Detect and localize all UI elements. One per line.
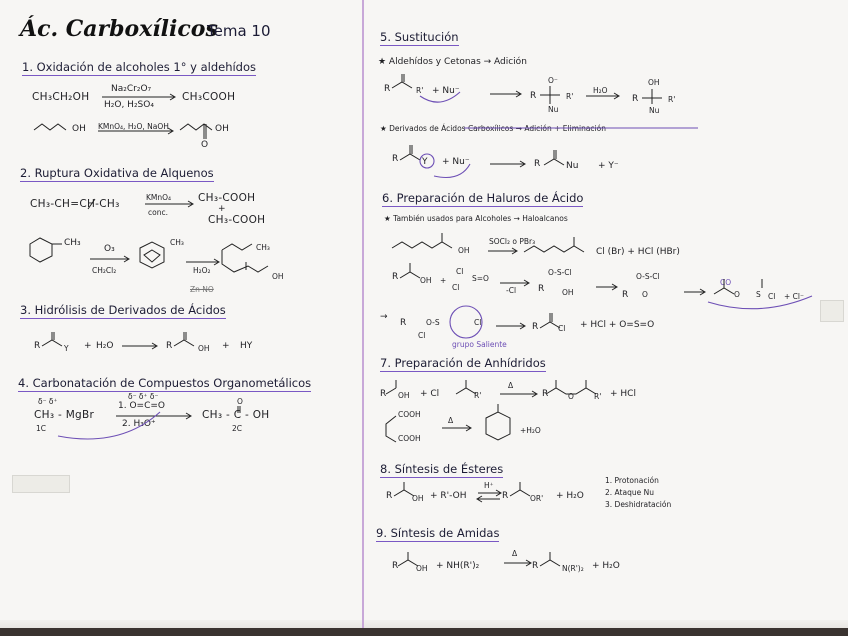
bullet-note: ★ También usados para Alcoholes → Haloalcanos bbox=[384, 214, 568, 223]
heat-symbol: Δ bbox=[512, 549, 518, 558]
reagent: H₂O₂ bbox=[193, 266, 211, 275]
eq-oh: OH bbox=[416, 564, 428, 573]
eq-cl: Cl bbox=[474, 318, 482, 327]
eq-r-prime: R' bbox=[566, 92, 574, 101]
reagent: SOCl₂ o PBr₃ bbox=[489, 237, 536, 246]
eq-plus: + bbox=[440, 276, 447, 285]
mechanism-step: 2. Ataque Nu bbox=[605, 488, 654, 497]
section-heading: 3. Hidrólisis de Derivados de Ácidos bbox=[20, 303, 226, 317]
intermediate: O-S-Cl bbox=[548, 268, 572, 277]
carbon-count: 1C bbox=[36, 424, 47, 433]
byproduct: + HCl bbox=[610, 389, 636, 399]
tape-piece bbox=[820, 300, 844, 322]
eq-so: S=O bbox=[472, 274, 489, 283]
reagent: conc. bbox=[148, 208, 168, 217]
eq-r: R bbox=[530, 91, 537, 101]
tape-piece bbox=[12, 475, 70, 493]
mechanism-step: 3. Deshidratación bbox=[605, 500, 672, 509]
eq-hy: HY bbox=[240, 341, 253, 351]
eq-plus: + bbox=[222, 341, 230, 351]
continue-arrow: → bbox=[380, 312, 388, 322]
carbon-count: 2C bbox=[232, 424, 243, 433]
bullet-note: ★ Aldehídos y Cetonas → Adición bbox=[378, 57, 527, 67]
eq-r: R bbox=[532, 561, 539, 571]
nucleophile: + Nu⁻ bbox=[432, 86, 460, 96]
heat-symbol: Δ bbox=[448, 416, 454, 425]
eq-r-prime: R' bbox=[594, 392, 602, 401]
partial-charges: δ⁻ δ⁺ bbox=[38, 397, 58, 406]
eq-oh: OH bbox=[398, 391, 410, 400]
eq-s: S bbox=[756, 290, 761, 299]
alkoxide-o: O⁻ bbox=[548, 76, 558, 85]
reagent: Na₂Cr₂O₇ bbox=[111, 84, 152, 94]
eq-r-prime: R' bbox=[474, 391, 482, 400]
section-heading: 4. Carbonatación de Compuestos Organometálicos bbox=[18, 376, 312, 390]
section-heading: 9. Síntesis de Amidas bbox=[376, 526, 500, 540]
reactant: CH₃CH₂OH bbox=[32, 91, 90, 103]
catalyst: H⁺ bbox=[484, 481, 494, 490]
eq-cl: Cl bbox=[558, 324, 566, 333]
eq-minus-cl: -Cl bbox=[506, 286, 517, 295]
eq-oh: OH bbox=[412, 494, 424, 503]
eq-oh: OH bbox=[198, 344, 210, 353]
eq-r: R bbox=[392, 561, 399, 571]
eq-r: R bbox=[392, 154, 399, 164]
methyl-label: CH₃ bbox=[256, 243, 270, 252]
eq-o: O bbox=[568, 392, 574, 401]
eq-nu: Nu bbox=[649, 106, 660, 115]
intermediate: O-S bbox=[426, 318, 440, 327]
section-heading: 5. Sustitución bbox=[380, 30, 459, 44]
eq-plus: + bbox=[84, 341, 92, 351]
page-divider bbox=[362, 0, 364, 628]
mechanism-step: 1. Protonación bbox=[605, 476, 659, 485]
eq-r: R bbox=[542, 389, 549, 399]
reagent: KMnO₄ bbox=[146, 193, 172, 202]
reagent: 1. O=C=O bbox=[118, 401, 165, 411]
eq-cl: Cl bbox=[456, 267, 464, 276]
eq-nu: Nu bbox=[548, 105, 559, 114]
chloride-ion: + Cl⁻ bbox=[784, 292, 804, 301]
eq-cl: Cl bbox=[452, 283, 460, 292]
product-o: O bbox=[201, 140, 209, 150]
product-oh: OH bbox=[648, 78, 660, 87]
reactant-oh: OH bbox=[72, 124, 86, 134]
byproduct: + H₂O bbox=[556, 491, 584, 501]
alcohol: + R'-OH bbox=[430, 491, 467, 501]
section-heading: 7. Preparación de Anhídridos bbox=[380, 356, 546, 370]
product: CH₃-COOH bbox=[208, 214, 266, 226]
section-heading: 2. Ruptura Oxidativa de Alquenos bbox=[20, 166, 214, 180]
page-title: Ác. Carboxílicos bbox=[20, 16, 218, 42]
reagent: KMnO₄, H₂O, NaOH bbox=[98, 122, 169, 131]
eq-r: R bbox=[166, 341, 173, 351]
eq-r-prime: R' bbox=[416, 86, 424, 95]
product-oh: OH bbox=[272, 272, 284, 281]
eq-cl: Cl bbox=[768, 292, 776, 301]
reagent: O₃ bbox=[104, 244, 115, 254]
eq-cl: Cl bbox=[418, 331, 426, 340]
eq-r: R bbox=[34, 341, 41, 351]
amine: + NH(R')₂ bbox=[436, 561, 480, 571]
eq-r: R bbox=[380, 389, 387, 399]
eq-r-prime: R' bbox=[668, 95, 676, 104]
intermediate: O-S-Cl bbox=[636, 272, 660, 281]
byproduct: + H₂O bbox=[592, 561, 620, 571]
amide-group: N(R')₂ bbox=[562, 564, 584, 573]
eq-oh: OH bbox=[562, 288, 574, 297]
eq-r: R bbox=[534, 159, 541, 169]
product-oh: OH bbox=[215, 124, 229, 134]
eq-r: R bbox=[632, 94, 639, 104]
eq-r: R bbox=[384, 84, 391, 94]
bullet-note: ★ Derivados de Ácidos Carboxílicos → Adición + Eliminación bbox=[380, 124, 606, 133]
ester-group: OR' bbox=[530, 494, 544, 503]
reagent: CH₂Cl₂ bbox=[92, 266, 117, 275]
eq-oh: OH bbox=[420, 276, 432, 285]
product: CH₃ - C - OH bbox=[202, 409, 270, 421]
product: CH₃-COOH bbox=[198, 192, 256, 204]
nucleophile: + Nu⁻ bbox=[442, 157, 470, 167]
leaving-group-y: Y bbox=[422, 157, 428, 167]
reagent: H₂O, H₂SO₄ bbox=[104, 100, 154, 110]
byproducts: + HCl + O=S=O bbox=[580, 320, 655, 330]
eq-o: O bbox=[734, 290, 740, 299]
methyl-label: CH₃ bbox=[64, 238, 81, 248]
section-heading: 1. Oxidación de alcoholes 1° y aldehídos bbox=[22, 60, 257, 74]
reactant-oh: OH bbox=[458, 246, 470, 255]
eq-nu: Nu bbox=[566, 161, 579, 171]
reagent: H₂O bbox=[593, 86, 608, 95]
heat-symbol: Δ bbox=[508, 381, 514, 390]
reactant: CH₃-CH=CH-CH₃ bbox=[30, 198, 120, 210]
reactant: CH₃ - MgBr bbox=[34, 409, 95, 421]
eq-r: R bbox=[532, 322, 539, 332]
eq-r: R bbox=[538, 284, 545, 294]
section-heading: 6. Preparación de Haluros de Ácido bbox=[382, 191, 584, 205]
carboxyl-group: COOH bbox=[398, 410, 421, 419]
eq-r: R bbox=[386, 491, 393, 501]
product: Cl (Br) + HCl (HBr) bbox=[596, 247, 680, 257]
product-o: O bbox=[237, 397, 243, 406]
partial-charges: δ⁻ δ⁺ δ⁻ bbox=[128, 392, 159, 401]
eq-o: O bbox=[642, 290, 648, 299]
acyl-chloride: + Cl bbox=[420, 389, 440, 399]
crossed-note: Zn NO bbox=[190, 285, 214, 294]
annotation: CO bbox=[720, 278, 732, 287]
section-heading: 8. Síntesis de Ésteres bbox=[380, 462, 504, 476]
plus-sign: + bbox=[218, 204, 226, 214]
eq-r: R bbox=[622, 290, 629, 300]
eq-y: Y bbox=[64, 344, 69, 353]
eq-water: H₂O bbox=[96, 341, 114, 351]
byproduct: +H₂O bbox=[520, 426, 541, 435]
leaving-group: + Y⁻ bbox=[598, 161, 619, 171]
leaving-group-label: grupo Saliente bbox=[452, 340, 507, 349]
methyl-label: CH₃ bbox=[170, 238, 184, 247]
eq-r: R bbox=[392, 272, 399, 282]
topic-number: Tema 10 bbox=[207, 22, 271, 40]
eq-r: R bbox=[400, 318, 407, 328]
reagent: 2. H₃O⁺ bbox=[122, 419, 156, 429]
carboxyl-group: COOH bbox=[398, 434, 421, 443]
product: CH₃COOH bbox=[182, 91, 236, 103]
eq-r: R bbox=[502, 491, 509, 501]
